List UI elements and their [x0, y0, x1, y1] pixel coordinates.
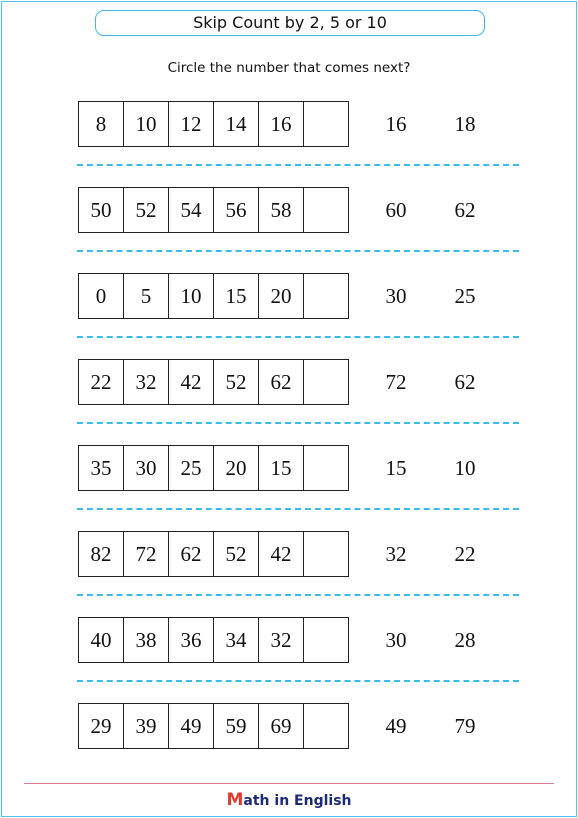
number-cell: 62 — [168, 531, 214, 577]
answer-choice[interactable]: 62 — [454, 198, 476, 222]
number-cell: 8 — [78, 101, 124, 147]
exercise-row — [0, 273, 578, 319]
number-cell: 20 — [258, 273, 304, 319]
answer-box[interactable] — [303, 703, 349, 749]
answer-choice[interactable]: 25 — [454, 284, 476, 308]
number-cell: 25 — [168, 445, 214, 491]
number-sequence — [78, 359, 349, 405]
number-cell: 14 — [213, 101, 259, 147]
exercise-row — [0, 703, 578, 749]
number-sequence — [78, 531, 349, 577]
number-cell: 59 — [213, 703, 259, 749]
exercise-row — [0, 445, 578, 491]
number-cell: 38 — [123, 617, 169, 663]
worksheet-title: Skip Count by 2, 5 or 10 — [95, 10, 485, 36]
answer-box[interactable] — [303, 531, 349, 577]
answer-box[interactable] — [303, 101, 349, 147]
dashed-divider — [77, 422, 519, 424]
answer-box[interactable] — [303, 445, 349, 491]
number-cell: 34 — [213, 617, 259, 663]
number-cell: 40 — [78, 617, 124, 663]
answer-choice[interactable]: 49 — [385, 714, 407, 738]
dashed-divider — [77, 164, 519, 166]
answer-box[interactable] — [303, 273, 349, 319]
answer-choice[interactable]: 72 — [385, 370, 407, 394]
number-cell: 52 — [213, 359, 259, 405]
number-cell: 50 — [78, 187, 124, 233]
number-cell: 54 — [168, 187, 214, 233]
number-sequence — [78, 617, 349, 663]
answer-choice[interactable]: 30 — [385, 284, 407, 308]
number-sequence — [78, 445, 349, 491]
dashed-divider — [77, 508, 519, 510]
exercise-row — [0, 617, 578, 663]
number-cell: 29 — [78, 703, 124, 749]
number-cell: 32 — [258, 617, 304, 663]
number-cell: 62 — [258, 359, 304, 405]
exercise-row — [0, 187, 578, 233]
answer-choice[interactable]: 32 — [385, 542, 407, 566]
number-cell: 10 — [168, 273, 214, 319]
number-cell: 39 — [123, 703, 169, 749]
footer-divider — [24, 783, 554, 784]
number-cell: 56 — [213, 187, 259, 233]
answer-box[interactable] — [303, 617, 349, 663]
number-cell: 72 — [123, 531, 169, 577]
dashed-divider — [77, 680, 519, 682]
instruction-text: Circle the number that comes next? — [167, 60, 411, 76]
dashed-divider — [77, 250, 519, 252]
number-cell: 82 — [78, 531, 124, 577]
number-cell: 30 — [123, 445, 169, 491]
number-cell: 20 — [213, 445, 259, 491]
answer-choice[interactable]: 10 — [454, 456, 476, 480]
answer-choice[interactable]: 79 — [454, 714, 476, 738]
number-cell: 58 — [258, 187, 304, 233]
answer-choice[interactable]: 15 — [385, 456, 407, 480]
number-cell: 69 — [258, 703, 304, 749]
number-cell: 22 — [78, 359, 124, 405]
number-cell: 52 — [213, 531, 259, 577]
number-cell: 32 — [123, 359, 169, 405]
answer-choice[interactable]: 62 — [454, 370, 476, 394]
answer-choice[interactable]: 30 — [385, 628, 407, 652]
answer-choice[interactable]: 60 — [385, 198, 407, 222]
exercise-row — [0, 359, 578, 405]
number-cell: 36 — [168, 617, 214, 663]
number-cell: 15 — [213, 273, 259, 319]
answer-box[interactable] — [303, 187, 349, 233]
exercise-row — [0, 531, 578, 577]
number-cell: 12 — [168, 101, 214, 147]
answer-choice[interactable]: 16 — [385, 112, 407, 136]
footer-brand-logo — [0, 790, 578, 810]
dashed-divider — [77, 594, 519, 596]
dashed-divider — [77, 336, 519, 338]
number-cell: 52 — [123, 187, 169, 233]
answer-choice[interactable]: 18 — [454, 112, 476, 136]
answer-box[interactable] — [303, 359, 349, 405]
brand-initial: M — [226, 790, 244, 810]
number-cell: 15 — [258, 445, 304, 491]
number-cell: 35 — [78, 445, 124, 491]
number-sequence — [78, 101, 349, 147]
number-cell: 42 — [168, 359, 214, 405]
number-cell: 5 — [123, 273, 169, 319]
number-sequence — [78, 187, 349, 233]
answer-choice[interactable]: 28 — [454, 628, 476, 652]
number-cell: 10 — [123, 101, 169, 147]
number-sequence — [78, 273, 349, 319]
brand-text: ath in English — [243, 793, 352, 809]
number-cell: 49 — [168, 703, 214, 749]
number-cell: 0 — [78, 273, 124, 319]
number-cell: 16 — [258, 101, 304, 147]
number-cell: 42 — [258, 531, 304, 577]
answer-choice[interactable]: 22 — [454, 542, 476, 566]
number-sequence — [78, 703, 349, 749]
exercise-row — [0, 101, 578, 147]
